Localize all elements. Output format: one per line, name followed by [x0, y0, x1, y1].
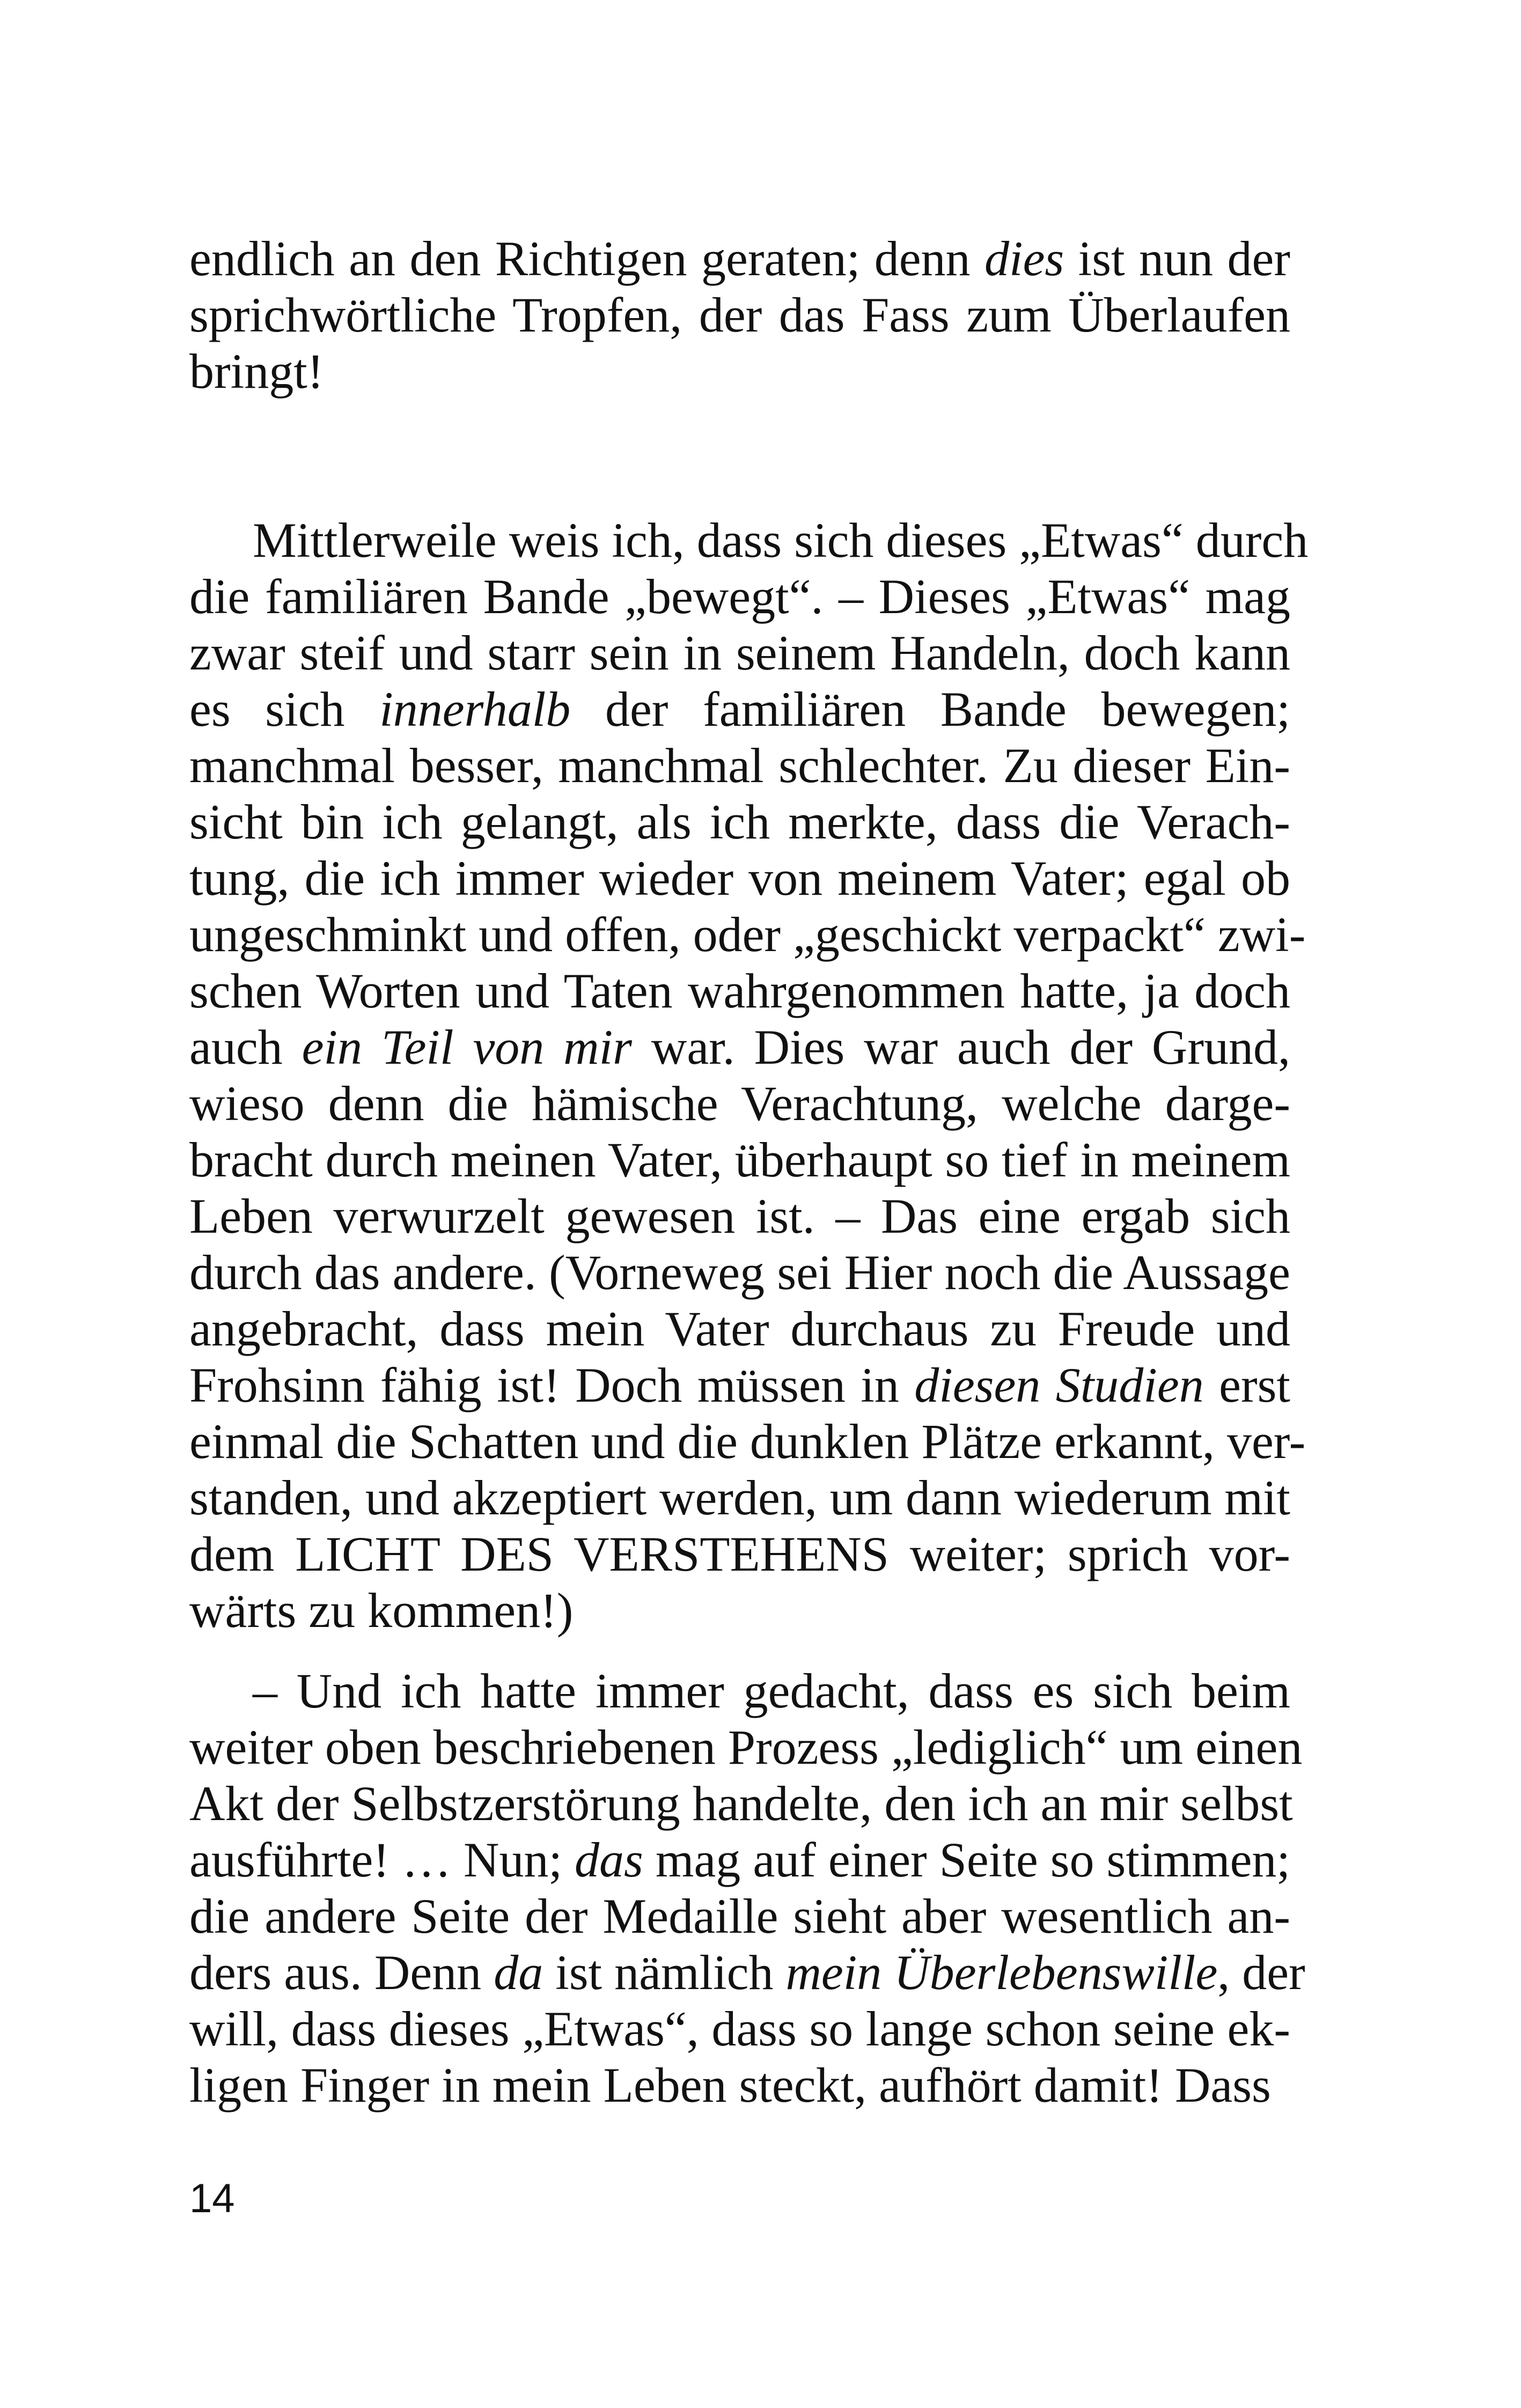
text-line [189, 1832, 1290, 1888]
italic-text: innerhalb [379, 682, 571, 737]
text-run: ligen Finger in mein Leben steckt, aufhört damit! Dass [189, 2058, 1271, 2112]
text-line [189, 794, 1290, 850]
text-line [189, 1301, 1290, 1357]
italic-text: diesen Studien [914, 1358, 1204, 1412]
text-line [189, 1188, 1290, 1244]
text-run: ders aus. Denn [189, 1945, 494, 2000]
text-run: war. Dies war auch der Grund, [632, 1020, 1290, 1074]
text-line [189, 1019, 1290, 1076]
text-line [189, 850, 1290, 907]
text-run: dem LICHT DES VERSTEHENS weiter; sprich vor- [189, 1527, 1290, 1581]
text-run: ist nun der [1064, 231, 1290, 286]
text-line [189, 1776, 1293, 1832]
text-line [189, 1470, 1290, 1526]
text-run: einmal die Schatten und die dunklen Plätze erkannt, ver- [189, 1414, 1306, 1469]
text-line [189, 1663, 1290, 1719]
text-run: sprichwörtliche Tropfen, der das Fass zum Überlaufen [189, 288, 1290, 342]
page-number: 14 [189, 2176, 235, 2221]
text-run: die andere Seite der Medaille sieht aber wesentlich an- [189, 1889, 1290, 1943]
text-run: auch [189, 1020, 302, 1074]
text-run: Akt der Selbstzerstörung handelte, den ich an mir selbst [189, 1776, 1293, 1831]
text-run: bracht durch meinen Vater, überhaupt so tief in meinem [189, 1132, 1290, 1187]
text-line [189, 1076, 1290, 1132]
text-run: bringt! [189, 344, 324, 399]
text-line [189, 1357, 1290, 1413]
italic-text: ein Teil von mir [302, 1020, 632, 1074]
italic-text: da [494, 1945, 543, 2000]
text-run: will, dass dieses „Etwas“, dass so lange schon seine ek- [189, 2001, 1290, 2056]
text-run: Mittlerweile weis ich, dass sich dieses „Etwas“ durch [253, 513, 1309, 568]
text-run: sicht bin ich gelangt, als ich merkte, dass die Verach- [189, 794, 1290, 849]
text-line [189, 231, 1290, 287]
page-body [189, 231, 1309, 2114]
text-line [189, 1945, 1305, 2001]
text-run: mag auf einer Seite so stimmen; [643, 1832, 1290, 1887]
text-run: endlich an den Richtigen geraten; denn [189, 231, 985, 286]
text-line [189, 681, 1290, 738]
text-line [189, 512, 1309, 569]
text-run: standen, und akzeptiert werden, um dann wiederum mit [189, 1470, 1290, 1525]
text-line [189, 2001, 1290, 2057]
text-run: die familiären Bande „bewegt“. – Dieses „Etwas“ mag [189, 569, 1290, 624]
italic-text: das [575, 1832, 643, 1887]
text-line [189, 738, 1290, 794]
text-run: der familiären Bande bewegen; [570, 682, 1290, 737]
italic-text: dies [984, 231, 1064, 286]
text-run: durch das andere. (Vorneweg sei Hier noch die Aussage [189, 1245, 1290, 1300]
text-run: Leben verwurzelt gewesen ist. – Das eine ergab sich [189, 1189, 1290, 1243]
text-line [189, 1582, 1290, 1639]
text-line [189, 1719, 1303, 1776]
text-run: Frohsinn fähig ist! Doch müssen in [189, 1358, 915, 1412]
italic-text: mein Überlebenswille [785, 1945, 1218, 2000]
text-run: ungeschminkt und offen, oder „geschickt verpackt“ zwi- [189, 907, 1306, 962]
text-line [189, 343, 1290, 400]
text-line [189, 1526, 1290, 1582]
text-line [189, 569, 1290, 625]
paragraph [189, 231, 1290, 400]
text-run: angebracht, dass mein Vater durchaus zu Freude und [189, 1301, 1290, 1356]
text-run: weiter oben beschriebenen Prozess „lediglich“ um einen [189, 1720, 1303, 1774]
text-run: ausführte! … Nun; [189, 1832, 575, 1887]
text-line [189, 625, 1290, 681]
text-run: , der [1217, 1945, 1305, 2000]
text-line [189, 1132, 1290, 1188]
text-run: es sich [189, 682, 380, 737]
text-run: manchmal besser, manchmal schlechter. Zu dieser Ein- [189, 738, 1290, 793]
text-line [189, 1888, 1290, 1945]
text-run: zwar steif und starr sein in seinem Handeln, doch kann [189, 625, 1290, 680]
text-line [189, 963, 1290, 1019]
text-run: erst [1203, 1358, 1290, 1412]
text-line [189, 907, 1306, 963]
text-line [189, 1244, 1290, 1301]
paragraph [189, 1663, 1305, 2114]
text-run: schen Worten und Taten wahrgenommen hatte, ja doch [189, 963, 1290, 1018]
text-run: wieso denn die hämische Verachtung, welche darge- [189, 1076, 1290, 1131]
text-line [189, 2057, 1290, 2114]
text-run: – Und ich hatte immer gedacht, dass es sich beim [253, 1663, 1290, 1718]
paragraph [189, 512, 1309, 1639]
text-run: tung, die ich immer wieder von meinem Vater; egal ob [189, 851, 1290, 905]
text-line [189, 1413, 1306, 1470]
text-run: wärts zu kommen!) [189, 1583, 574, 1638]
text-line [189, 287, 1290, 343]
text-run: ist nämlich [543, 1945, 786, 2000]
